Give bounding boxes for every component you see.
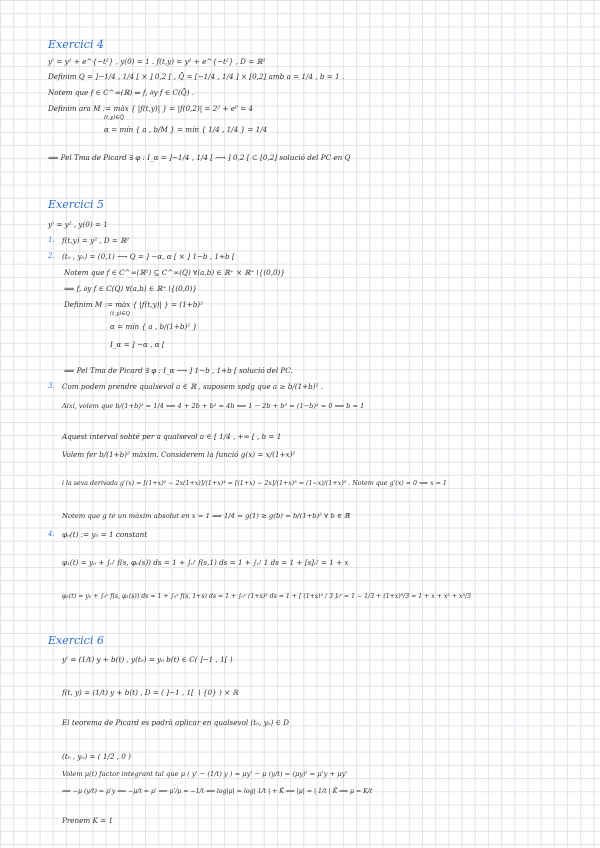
ex5-line-12: Aquest interval sobté per a qualsevol a ∈ [ 1/4 , +∞ [ , b = 1 bbox=[62, 432, 282, 441]
ex6-line-5: Volem μ(t) factor integrant tal que μ ( y' − (1/t) y ) = μy' − μ (y/t) = (μy)' = μ'y + μy' bbox=[62, 770, 348, 778]
ex5-line-6: Definim M := màx { |f(t,y)| } = (1+b)² bbox=[64, 300, 203, 309]
ex5-line-5: ⟹ f, ∂y f ∈ C(Q) ∀(a,b) ∈ ℝ⁺∖{(0,0)} bbox=[64, 284, 197, 293]
ex6-line-3: El teorema de Picard es podrà aplicar en qualsevol (t₀, y₀) ∈ D bbox=[62, 718, 289, 727]
ex4-line-1: y' = y² + e^{−t²} , y(0) = 1 . f(t,y) = y² + e^{−t²} , D = ℝ² bbox=[48, 57, 266, 66]
ex6-line-6: ⟺ −μ (y/t) = μ'y ⟸ −μ/t = μ' ⟸ μ'/μ = −1/t ⟺ log|μ| = log| 1/t | + K̃ ⟺ |μ| = | 1/t | K̃ ⟹ μ = K/t bbox=[62, 788, 373, 795]
ex5-line-14: i la seva derivada g'(x) = [(1+x)² − 2x(1+x)]/(1+x)⁴ = [(1+x) − 2x]/(1+x)³ = (1−x)/(1+x)³ . Notem que g'(x) = 0 ⟺ x = 1 bbox=[62, 480, 447, 487]
ex5-line-18: φ₂(t) = y₀ + ∫₀ˣ f(s, φ₁(s)) ds = 1 + ∫₀ˣ f(s, 1+s) ds = 1 + ∫₀ˣ (1+s)² ds = 1 + [ (1+s)³ / 3 ]₀ˣ = 1 − 1/3 + (1+x)³/3 = 1 + x + x² + x³/3 bbox=[62, 593, 471, 600]
ex5-line-1: y' = y² , y(0) = 1 bbox=[48, 220, 108, 229]
ex5-line-3: (t₀ , y₀) = (0,1) ⟶ Q = ] −α, α [ × ] 1−b , 1+b [ bbox=[62, 252, 235, 261]
ex6-line-4: (t₀ , y₀) = ( 1/2 , 0 ) bbox=[62, 752, 131, 761]
ex4-line-5: α = mín { a , b/M } = mín { 1/4 , 1/4 } = 1/4 bbox=[104, 125, 268, 134]
ex5-line-8: I_α = ] −α , α [ bbox=[110, 340, 165, 349]
ex5-line-7: α = mín { a , b/(1+b)² } bbox=[110, 322, 198, 331]
ex5-item-4-number: 4. bbox=[48, 530, 55, 538]
ex4-line-6: ⟹ Pel Tma de Picard ∃ φ : I_α = ]−1/4 , 1/4 [ ⟶ ] 0,2 [ ⊂ [0,2] solució del PC en Q bbox=[48, 153, 351, 162]
ex5-item-1-number: 1. bbox=[48, 236, 55, 244]
ex5-line-17: φ₁(t) = y₀ + ∫₀ᵗ f(s, φ₀(s)) ds = 1 + ∫₀ᵗ f(s,1) ds = 1 + ∫₀ᵗ 1 ds = 1 + [s]₀ᵗ = 1 + x bbox=[62, 558, 349, 567]
ex4-line-2: Definim Q = ]−1/4 , 1/4 [ × ] 0,2 [ , Q̄ = [−1/4 , 1/4 ] × [0,2] amb a = 1/4 , b = 1 . bbox=[48, 72, 345, 81]
ex4-line-4-sub: (t,y)∈Q̄ bbox=[104, 115, 124, 121]
exercise-6-title: Exercici 6 bbox=[48, 634, 104, 647]
exercise-4-title: Exercici 4 bbox=[48, 38, 104, 51]
ex6-line-2: f(t, y) = (1/t) y + b(t) , D = ( ]−1 , 1[ ∖ {0} ) × ℝ bbox=[62, 688, 239, 697]
ex6-line-7: Prenem K = 1 bbox=[62, 816, 114, 825]
ex5-line-13: Volem fer b/(1+b)² màxim. Considerem la funció g(x) = x/(1+x)² bbox=[62, 450, 296, 459]
ex5-item-3-number: 3. bbox=[48, 382, 55, 390]
ex5-line-15: Notem que g té un màxim absolut en x = 1 ⟹ 1/4 = g(1) ≥ g(b) = b/(1+b)² ∀ b ∈ ℝ bbox=[62, 512, 350, 520]
ex4-line-3: Notem que f ∈ C^∞(ℝ) ⇒ f, ∂y f ∈ C(Q̄) . bbox=[48, 88, 195, 97]
ex5-item-2-number: 2. bbox=[48, 252, 55, 260]
ex5-line-4: Notem que f ∈ C^∞(ℝ²) ⊆ C^∞(Q) ∀(a,b) ∈ ℝ⁺ × ℝ⁺∖{(0,0)} bbox=[64, 268, 285, 277]
ex5-line-16: φ₀(t) := y₀ = 1 constant bbox=[62, 530, 148, 539]
ex5-line-11: Així, volem que b/(1+b)² = 1/4 ⟺ 4 + 2b + b² = 4b ⟺ 1 − 2b + b² = (1−b)² = 0 ⟺ b = 1 bbox=[62, 402, 365, 410]
exercise-5-title: Exercici 5 bbox=[48, 198, 104, 211]
ex6-line-1: y' = (1/t) y + b(t) , y(t₀) = y₀ b(t) ∈ C( ]−1 , 1[ ) bbox=[62, 655, 233, 664]
ex4-line-4: Definim ara M := màx { |f(t,y)| } = |f(0,2)| = 2² + e⁰ = 4 bbox=[48, 104, 254, 113]
ex5-line-9: ⟹ Pel Tma de Picard ∃ φ : I_α ⟶ ] 1−b , 1+b [ solució del PC. bbox=[64, 366, 293, 375]
ex5-line-6-sub: (t,y)∈Q bbox=[110, 311, 130, 317]
ex5-line-2: f(t,y) = y² , D = ℝ² bbox=[62, 236, 130, 245]
ex5-line-10: Com podem prendre qualsevol a ∈ ℝ , suposem spdg que a ≥ b/(1+b)² . bbox=[62, 382, 324, 391]
